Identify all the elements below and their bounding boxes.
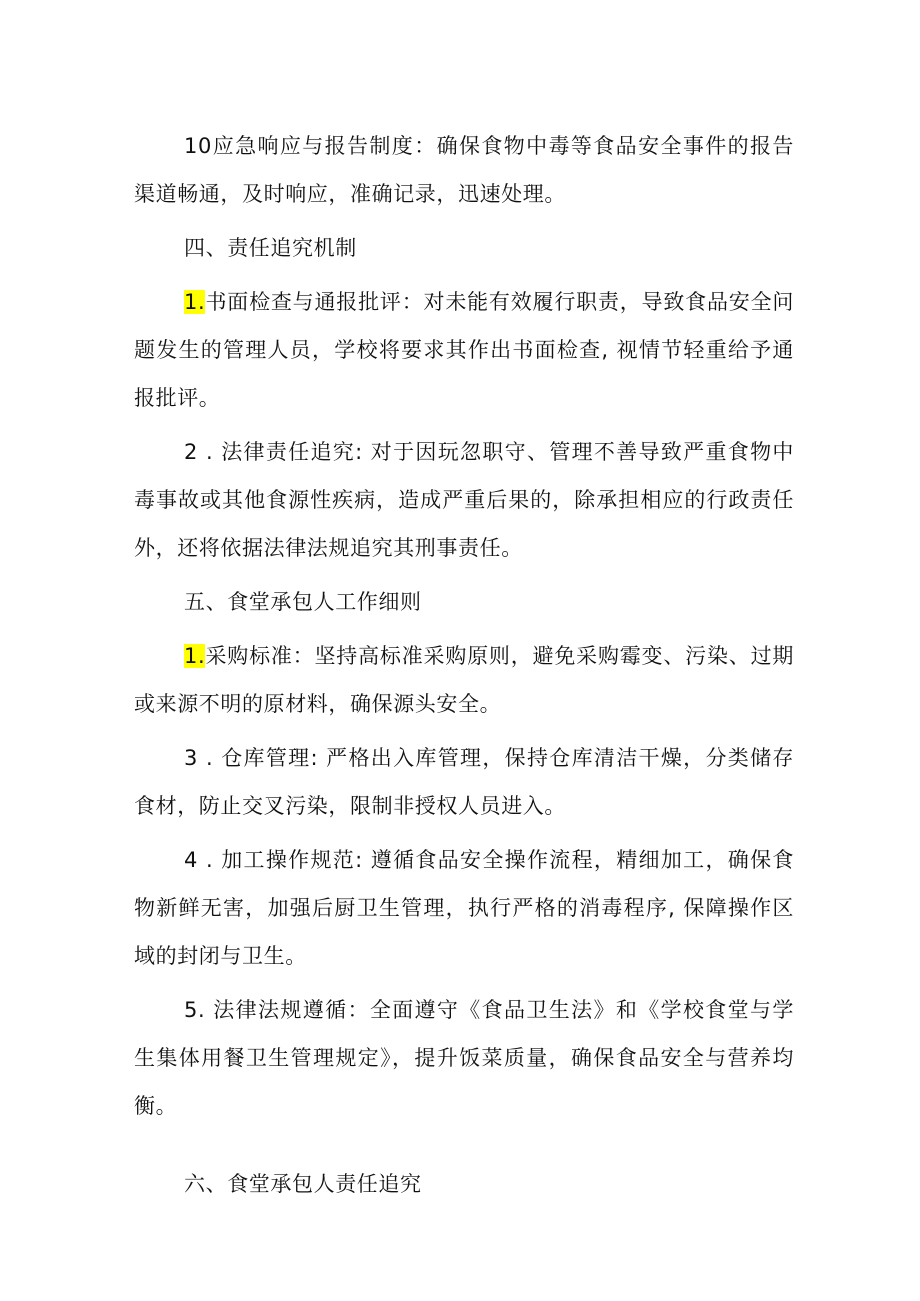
paragraph-text: 4 . 加工操作规范: 遵循食品安全操作流程，精细加工，确保食物新鲜无害，加强后厨卫生管理，执行严格的消毒程序, 保障操作区域的封闭与卫生。 [134, 848, 794, 968]
paragraph-law-compliance [134, 986, 794, 1130]
paragraph-text: 书面检查与通报批评：对未能有效履行职责，导致食品安全问题发生的管理人员，学校将要求其作出书面检查, 视情节轻重给予通报批评。 [134, 290, 794, 410]
heading-text: 四、责任追究机制 [184, 236, 357, 260]
paragraph-text: 5. 法律法规遵循：全面遵守《食品卫生法》和《学校食堂与学生集体用餐卫生管理规定》，提升饭菜质量，确保食品安全与营养均衡。 [134, 998, 794, 1118]
paragraph-text: 采购标准：坚持高标准采购原则，避免采购霉变、污染、过期或来源不明的原材料，确保源头安全。 [134, 644, 794, 716]
paragraph-procurement-standard [134, 632, 794, 728]
section-heading-6 [134, 1160, 794, 1208]
section-heading-5 [134, 578, 794, 626]
highlighted-list-number: 1. [184, 290, 206, 314]
paragraph-text: 10应急响应与报告制度：确保食物中毒等食品安全事件的报告渠道畅通，及时响应，准确记录，迅速处理。 [134, 134, 794, 206]
heading-text: 五、食堂承包人工作细则 [184, 590, 422, 614]
document-body [134, 122, 794, 1214]
paragraph-warehouse-management [134, 734, 794, 830]
paragraph-text: 3 . 仓库管理: 严格出入库管理，保持仓库清洁干燥，分类储存食材，防止交叉污染，限制非授权人员进入。 [134, 746, 794, 818]
paragraph-text: 2 . 法律责任追究: 对于因玩忽职守、管理不善导致严重食物中毒事故或其他食源性疾病，造成严重后果的，除承担相应的行政责任外，还将依据法律法规追究其刑事责任。 [134, 440, 794, 560]
section-heading-4 [134, 224, 794, 272]
highlighted-list-number: 1. [184, 644, 206, 668]
heading-text: 六、食堂承包人责任追究 [184, 1172, 422, 1196]
paragraph-written-inspection [134, 278, 794, 422]
paragraph-emergency-response [134, 122, 794, 218]
paragraph-processing-operation [134, 836, 794, 980]
paragraph-legal-liability [134, 428, 794, 572]
